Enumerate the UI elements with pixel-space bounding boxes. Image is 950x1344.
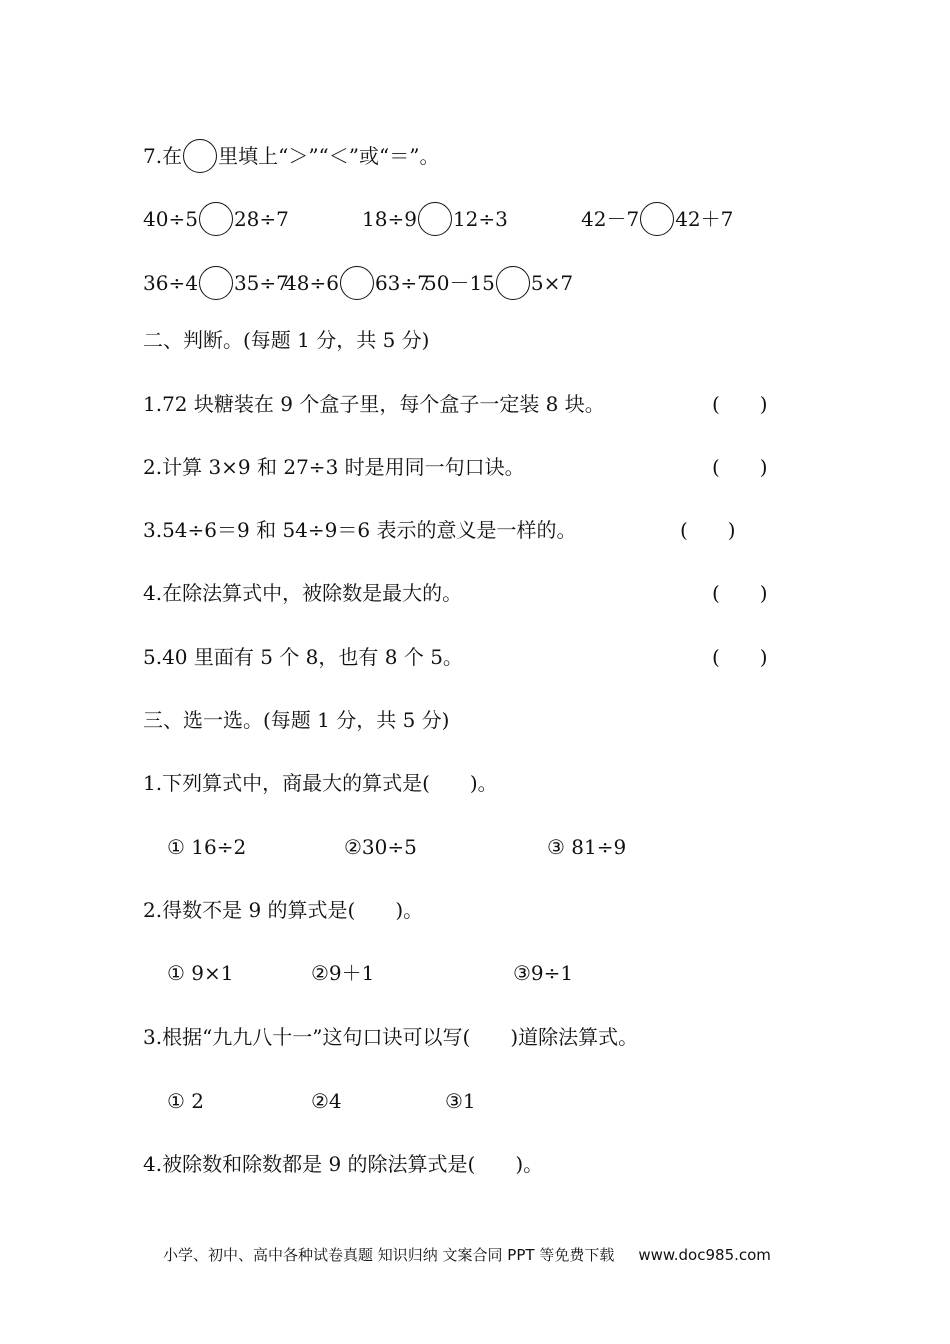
compare-right: 63÷7 bbox=[374, 271, 430, 295]
compare-item bbox=[362, 202, 508, 236]
compare-item bbox=[424, 266, 573, 300]
compare-left: 36÷4 bbox=[143, 271, 198, 295]
judge-item-4: 4.在除法算式中，被除数是最大的。 bbox=[143, 581, 463, 605]
choice-question-4: 4.被除数和除数都是 9 的除法算式是( )。 bbox=[143, 1152, 544, 1176]
choice-option[interactable]: ②4 bbox=[311, 1089, 342, 1113]
compare-item bbox=[143, 266, 289, 300]
judge-answer-paren[interactable]: ( ) bbox=[680, 518, 736, 542]
choice-question-2: 2.得数不是 9 的算式是( )。 bbox=[143, 898, 424, 922]
compare-circle-input[interactable] bbox=[340, 266, 374, 300]
choice-option[interactable]: ① 9×1 bbox=[167, 961, 234, 985]
compare-item bbox=[581, 202, 733, 236]
compare-circle-input[interactable] bbox=[418, 202, 452, 236]
judge-item-1: 1.72 块糖装在 9 个盒子里，每个盒子一定装 8 块。 bbox=[143, 392, 605, 416]
choice-option[interactable]: ③ 81÷9 bbox=[547, 835, 627, 859]
judge-answer-paren[interactable]: ( ) bbox=[712, 455, 768, 479]
judge-item-2: 2.计算 3×9 和 27÷3 时是用同一句口诀。 bbox=[143, 455, 525, 479]
footer-url-link[interactable]: www.doc985.com bbox=[638, 1246, 771, 1264]
compare-right: 5×7 bbox=[530, 271, 574, 295]
choice-question-1: 1.下列算式中，商最大的算式是( )。 bbox=[143, 771, 498, 795]
compare-left: 40÷5 bbox=[143, 207, 198, 231]
choice-option[interactable]: ③1 bbox=[445, 1089, 476, 1113]
judge-item-5: 5.40 里面有 5 个 8，也有 8 个 5。 bbox=[143, 645, 463, 669]
footer-text: 小学、初中、高中各种试卷真题 知识归纳 文案合同 PPT 等免费下载 bbox=[163, 1246, 615, 1264]
compare-circle-input[interactable] bbox=[199, 266, 233, 300]
page-footer bbox=[163, 1245, 771, 1265]
choice-question-3: 3.根据“九九八十一”这句口诀可以写( )道除法算式。 bbox=[143, 1025, 639, 1049]
compare-item bbox=[143, 202, 289, 236]
choice-option[interactable]: ③9÷1 bbox=[513, 961, 574, 985]
compare-left: 42－7 bbox=[581, 207, 640, 231]
compare-circle-input[interactable] bbox=[199, 202, 233, 236]
compare-circle-input[interactable] bbox=[640, 202, 674, 236]
compare-right: 28÷7 bbox=[233, 207, 289, 231]
compare-right: 42＋7 bbox=[675, 207, 734, 231]
judge-item-3: 3.54÷6＝9 和 54÷9＝6 表示的意义是一样的。 bbox=[143, 518, 577, 542]
choice-option[interactable]: ②9＋1 bbox=[311, 961, 375, 985]
q7-instruction bbox=[143, 139, 439, 173]
compare-item bbox=[284, 266, 430, 300]
judge-answer-paren[interactable]: ( ) bbox=[712, 392, 768, 416]
choice-option[interactable]: ① 16÷2 bbox=[167, 835, 247, 859]
blank-circle-icon bbox=[183, 139, 217, 173]
compare-right: 35÷7 bbox=[233, 271, 289, 295]
compare-left: 48÷6 bbox=[284, 271, 339, 295]
compare-circle-input[interactable] bbox=[496, 266, 530, 300]
section3-heading: 三、选一选。(每题 1 分，共 5 分) bbox=[143, 708, 450, 732]
judge-answer-paren[interactable]: ( ) bbox=[712, 645, 768, 669]
judge-answer-paren[interactable]: ( ) bbox=[712, 581, 768, 605]
compare-right: 12÷3 bbox=[452, 207, 508, 231]
choice-option[interactable]: ① 2 bbox=[167, 1089, 205, 1113]
choice-option[interactable]: ②30÷5 bbox=[344, 835, 417, 859]
compare-left: 50－15 bbox=[424, 271, 495, 295]
q7-prefix: 7.在 bbox=[143, 144, 183, 168]
section2-heading: 二、判断。(每题 1 分，共 5 分) bbox=[143, 328, 430, 352]
q7-suffix: 里填上“＞”“＜”或“＝”。 bbox=[218, 144, 440, 168]
compare-left: 18÷9 bbox=[362, 207, 417, 231]
